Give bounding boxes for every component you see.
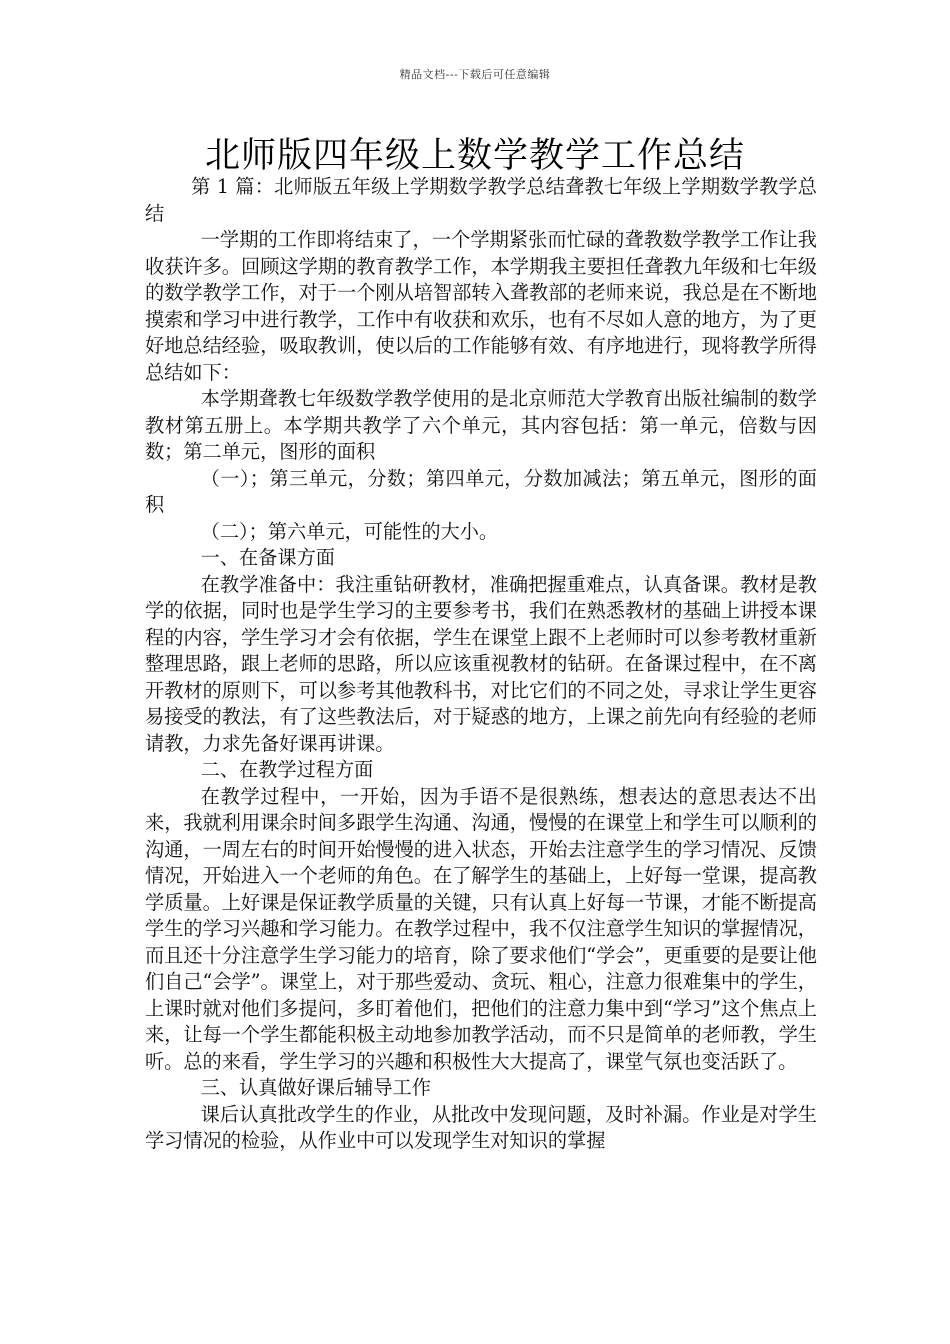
paragraph-textbook: 本学期聋教七年级数学教学使用的是北京师范大学教育出版社编制的数学教材第五册上。本学期共教学了六个单元，其内容包括：第一单元，倍数与因数；第二单元，图形的面积 [145, 387, 817, 463]
paragraph-after-class: 课后认真批改学生的作业，从批改中发现问题，及时补漏。作业是对学生学习情况的检验，从作业中可以发现学生对知识的掌握 [145, 1102, 817, 1152]
paragraph-intro: 一学期的工作即将结束了，一个学期紧张而忙碌的聋教数学教学工作让我收获许多。回顾这学期的教育教学工作，本学期我主要担任聋教九年级和七年级的数学教学工作，对于一个刚从培智部转入聋教部的老师来说，我总是在不断地摸索和学习中进行教学，工作中有收获和欢乐，也有不尽如人意的地方，为了更好地总结经验，吸取教训，使以后的工作能够有效、有序地进行，现将教学所得总结如下： [145, 228, 817, 384]
section-heading-after-class: 三、认真做好课后辅导工作 [200, 1076, 431, 1099]
document-body [145, 174, 817, 1155]
section-heading-lesson-prep: 一、在备课方面 [200, 546, 335, 569]
paragraph-units-continued-2: （二）；第六单元，可能性的大小。 [200, 519, 499, 543]
paragraph-chapter-heading: 第 1 篇：北师版五年级上学期数学教学总结聋教七年级上学期数学教学总结 [145, 175, 817, 225]
paragraph-teaching-process: 在教学过程中，一开始，因为手语不是很熟练，想表达的意思表达不出来，我就利用课余时间多跟学生沟通、沟通，慢慢的在课堂上和学生可以顺利的沟通，一周左右的时间开始慢慢的进入状态，开始去注意学生的学习情况、反馈情况，开始进入一个老师的角色。在了解学生的基础上，上好每一堂课，提高教学质量。上好课是保证教学质量的关键，只有认真上好每一节课，才能不断提高学生的学习兴趣和学习能力。在教学过程中，我不仅注意学生知识的掌握情况，而且还十分注意学生学习能力的培育，除了要求他们“学会”，更重要的是要让他们自己“会学”。课堂上，对于那些爱动、贪玩、粗心，注意力很难集中的学生，上课时就对他们多提问，多盯着他们，把他们的注意力集中到“学习”这个焦点上来，让每一个学生都能积极主动地参加教学活动，而不只是简单的老师教，学生听。总的来看，学生学习的兴趣和积极性大大提高了，课堂气氛也变活跃了。 [145, 784, 817, 1073]
document-title: 北师版四年级上数学教学工作总结 [204, 136, 745, 176]
page-header-note: 精品文档---下载后可任意编辑 [399, 68, 551, 81]
section-heading-teaching-process: 二、在教学过程方面 [200, 758, 374, 781]
paragraph-units-continued-1: （一）；第三单元，分数；第四单元，分数加减法；第五单元，图形的面积 [145, 466, 817, 516]
paragraph-lesson-prep: 在教学准备中：我注重钻研教材，准确把握重难点，认真备课。教材是教学的依据，同时也是学生学习的主要参考书，我们在熟悉教材的基础上讲授本课程的内容，学生学习才会有依据，学生在课堂上跟不上老师时可以参考教材重新整理思路，跟上老师的思路，所以应该重视教材的钻研。在备课过程中，在不离开教材的原则下，可以参考其他教科书，对比它们的不同之处，寻求让学生更容易接受的教法，有了这些教法后，对于疑惑的地方，上课之前先向有经验的老师请教，力求先备好课再讲课。 [145, 572, 817, 755]
